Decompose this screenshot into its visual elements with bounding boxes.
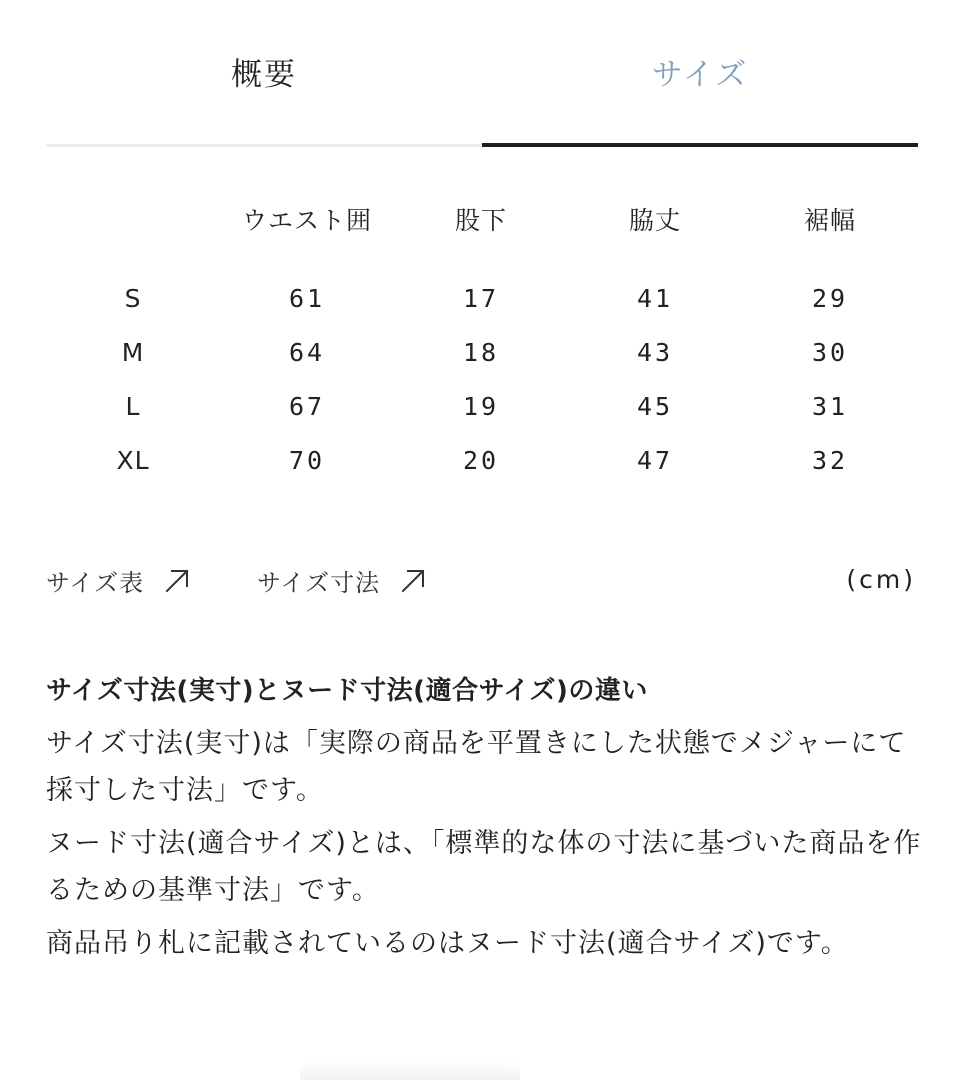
unit-label: (cm) [846, 565, 916, 594]
table-cell: 45 [636, 392, 674, 421]
table-cell: XL [116, 446, 150, 475]
size-note [46, 668, 926, 973]
table-row [46, 380, 918, 434]
arrow-up-right-icon [162, 565, 192, 595]
table-cell: 41 [636, 284, 674, 313]
size-links-row [46, 557, 918, 603]
table-cell: 17 [462, 284, 500, 313]
table-cell: 32 [811, 446, 849, 475]
tab-divider [46, 144, 482, 147]
table-cell: 43 [636, 338, 674, 367]
table-cell: L [125, 392, 141, 421]
table-cell: M [121, 338, 145, 367]
table-cell: 20 [462, 446, 500, 475]
table-row [46, 326, 918, 380]
table-header-row [46, 190, 918, 252]
table-header-cell: 脇丈 [628, 206, 681, 235]
table-cell: 47 [636, 446, 674, 475]
table-row [46, 434, 918, 488]
table-header-cell: 股下 [454, 206, 507, 235]
table-cell: 61 [288, 284, 326, 313]
note-paragraph: 商品吊り札に記載されているのはヌード寸法(適合サイズ)です。 [46, 928, 849, 959]
table-cell: 29 [811, 284, 849, 313]
tab-overview[interactable]: 概要 [231, 56, 297, 93]
note-paragraph: ヌード寸法(適合サイズ)とは、「標準的な体の寸法に基づいた商品を作るための基準寸法」です。 [46, 828, 922, 906]
size-measure-link[interactable] [257, 557, 428, 603]
table-row [46, 272, 918, 326]
table-header-cell: ウエスト囲 [241, 206, 372, 235]
table-cell: 67 [288, 392, 326, 421]
table-cell: 18 [462, 338, 500, 367]
size-table [46, 190, 918, 488]
arrow-up-right-icon [398, 565, 428, 595]
size-chart-link[interactable] [46, 557, 192, 603]
table-cell: 70 [288, 446, 326, 475]
table-cell: S [124, 284, 142, 313]
size-measure-link-label: サイズ寸法 [257, 568, 381, 597]
table-cell: 30 [811, 338, 849, 367]
note-paragraph: サイズ寸法(実寸)は「実際の商品を平置きにした状態でメジャーにて採寸した寸法」です。 [46, 728, 907, 806]
size-chart-link-label: サイズ表 [46, 568, 145, 597]
table-cell: 31 [811, 392, 849, 421]
bottom-edge-shadow [300, 1060, 520, 1080]
tab-bar [46, 0, 918, 150]
tab-size[interactable]: サイズ [651, 56, 749, 93]
note-title: サイズ寸法(実寸)とヌード寸法(適合サイズ)の違い [46, 676, 648, 706]
table-cell: 64 [288, 338, 326, 367]
table-header-cell: 裾幅 [803, 206, 856, 235]
active-tab-underline [482, 143, 918, 147]
table-cell: 19 [462, 392, 500, 421]
